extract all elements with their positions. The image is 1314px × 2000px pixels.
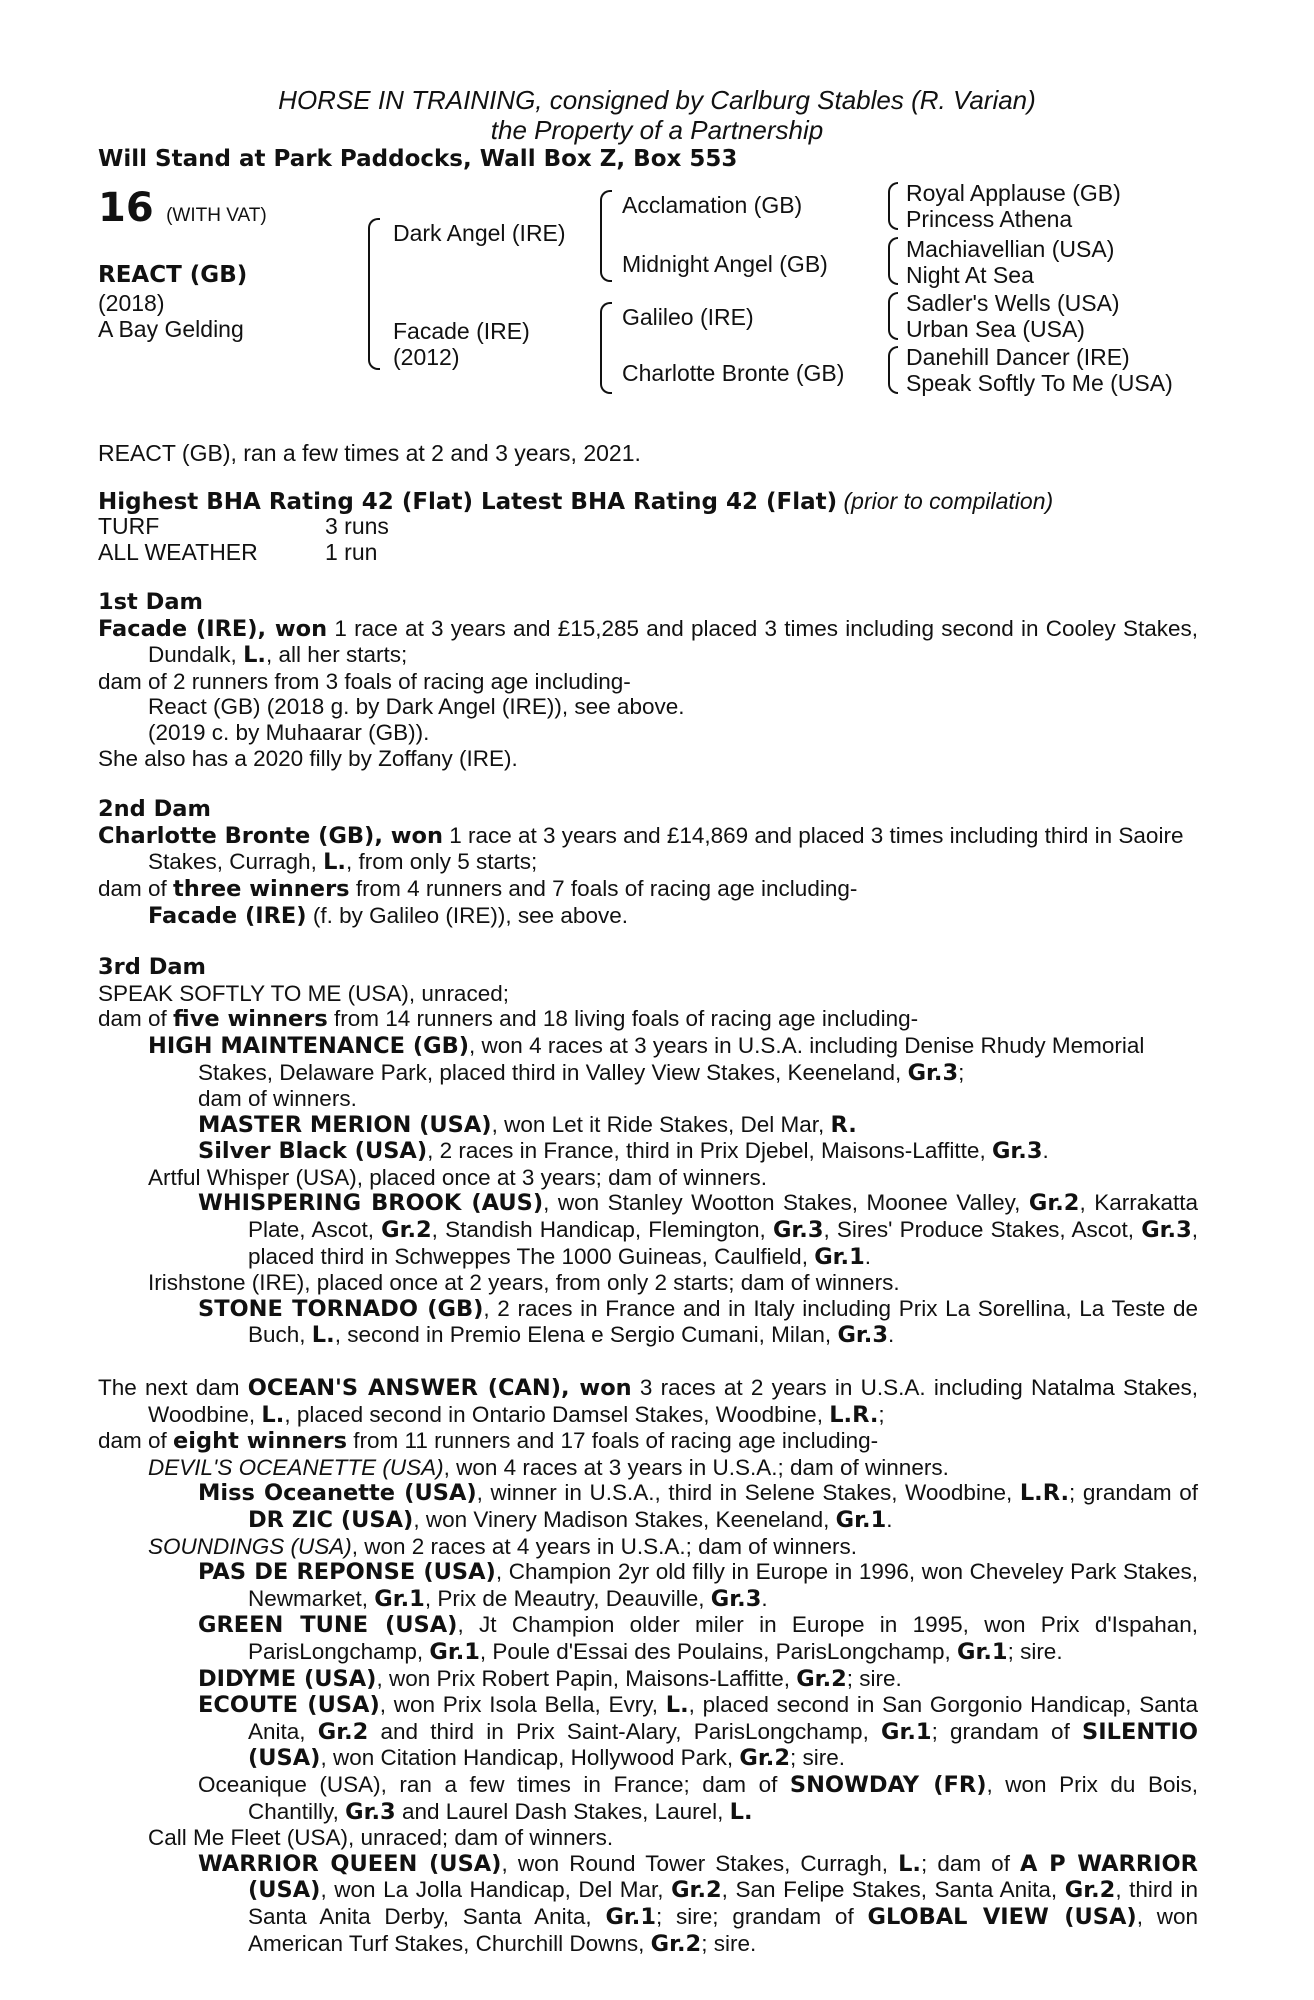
listed-mark: L. — [729, 1798, 753, 1825]
runner-detail: , won 2 races at 4 years in U.S.A.; dam of winners. — [351, 1533, 857, 1559]
next-dam-detail: , placed second in Ontario Damsel Stakes, Woodbine, — [284, 1401, 830, 1427]
produce-suffix: from 14 runners and 18 living foals of racing age including- — [327, 1006, 919, 1032]
first-dam-heading: 1st Dam — [98, 589, 203, 615]
pedigree-brace-dam — [600, 302, 612, 394]
pedigree-dss: Sadler's Wells (USA) — [906, 290, 1120, 316]
first-dam-produce: dam of 2 runners from 3 foals of racing age including- — [98, 668, 631, 694]
pedigree-dam-year: (2012) — [393, 344, 460, 370]
runner-detail: ; grandam of — [931, 1718, 1083, 1744]
second-dam-produce — [98, 876, 1198, 903]
runner-note: dam of winners. — [198, 1086, 357, 1112]
grade-mark: Gr.1 — [881, 1718, 932, 1745]
grade-mark: Gr.2 — [1028, 1190, 1080, 1217]
runner-detail: , Champion 2yr old filly in Europe in 1996, won Cheveley Park Stakes, Newmarket, — [248, 1559, 1198, 1611]
listed-mark: L. — [243, 642, 266, 669]
runner-detail: ; sire. — [846, 1665, 902, 1691]
runner-detail: , won American Turf Stakes, Churchill Downs, — [248, 1903, 1198, 1956]
grade-mark: Gr.3 — [837, 1322, 888, 1349]
first-dam-foal-2: (2019 c. by Muhaarar (GB)). — [148, 719, 430, 745]
runner-detail: , won Prix Robert Papin, Maisons-Laffitte, — [376, 1665, 797, 1691]
runner-name: Miss Oceanette (USA) — [198, 1480, 477, 1507]
next-dam-record — [98, 1375, 1198, 1428]
next-dam-entry — [98, 1612, 1198, 1665]
grade-mark: Gr.2 — [671, 1877, 722, 1904]
foal-detail: (f. by Galileo (IRE)), see above. — [306, 902, 628, 928]
first-dam-record — [98, 616, 1198, 669]
punctuation: . — [888, 1322, 895, 1348]
all-weather-label: ALL WEATHER — [98, 539, 258, 565]
pedigree-sire-sire: Acclamation (GB) — [622, 192, 803, 218]
runner-detail: ; sire. — [1007, 1638, 1063, 1664]
third-dam-entry: Irishstone (IRE), placed once at 2 years, from only 2 starts; dam of winners. — [148, 1270, 900, 1296]
third-dam-heading: 3rd Dam — [98, 954, 206, 981]
runner-detail: , 2 races in France, third in Prix Djebel, Maisons-Laffitte, — [427, 1138, 992, 1164]
runner-detail: , 2 races in France and in Italy including Prix La Sorellina, La Teste de Buch, — [248, 1295, 1198, 1348]
next-dam-entry — [98, 1692, 1198, 1772]
runner-detail: ; sire. — [789, 1745, 845, 1771]
runner-detail: and third in Prix Saint-Alary, ParisLongchamp, — [368, 1718, 882, 1744]
stand-location: Will Stand at Park Paddocks, Wall Box Z, Box 553 — [98, 146, 738, 172]
turf-runs: 3 runs — [325, 513, 389, 539]
runner-detail: , won Prix Isola Bella, Evry, — [379, 1692, 666, 1718]
grade-mark: Gr.1 — [374, 1585, 425, 1612]
listed-mark: L. — [665, 1692, 689, 1719]
grade-mark: Gr.1 — [814, 1243, 865, 1270]
first-dam-text-end: , all her starts; — [265, 642, 408, 668]
third-dam-entry: Artful Whisper (USA), placed once at 3 years; dam of winners. — [148, 1164, 768, 1190]
runner-detail: , Sires' Produce Stakes, Ascot, — [823, 1217, 1142, 1243]
runner-detail: , Poule d'Essai des Poulains, ParisLongchamp, — [479, 1638, 957, 1664]
grade-mark: Gr.3 — [991, 1138, 1043, 1165]
runner-detail: , Standish Handicap, Flemington, — [431, 1217, 773, 1243]
next-dam-entry: Call Me Fleet (USA), unraced; dam of winners. — [148, 1825, 614, 1851]
consignor-line: HORSE IN TRAINING, consigned by Carlburg Stables (R. Varian) — [278, 85, 1036, 115]
third-dam-entry — [98, 1296, 1198, 1349]
next-dam-produce — [98, 1428, 1198, 1455]
runner-name: HIGH MAINTENANCE (GB) — [148, 1032, 470, 1059]
produce-prefix: dam of — [98, 875, 174, 901]
third-dam-entry — [98, 1138, 1198, 1165]
runner-name: MASTER MERION (USA) — [198, 1111, 492, 1138]
next-dam-entry — [98, 1534, 1198, 1560]
turf-label: TURF — [98, 513, 160, 539]
listed-mark: L. — [323, 849, 346, 876]
runner-detail: , won 4 races at 3 years in U.S.A. including Denise Rhudy Memorial Stakes, Delaware Park, placed third in Valley View Stakes, Keeneland, — [198, 1032, 1145, 1085]
punctuation: . — [1042, 1138, 1049, 1164]
third-dam-entry — [98, 1190, 1198, 1270]
grade-mark: Gr.3 — [710, 1585, 762, 1612]
third-dam-produce — [98, 1006, 1198, 1033]
pedigree-dam-sire: Galileo (IRE) — [622, 304, 754, 330]
runner-detail: ; dam of — [920, 1850, 1021, 1876]
runner-detail: , Karrakatta Plate, Ascot, — [248, 1190, 1198, 1243]
runner-detail: , won Citation Handicap, Hollywood Park, — [320, 1745, 740, 1771]
horse-name: REACT (GB) — [98, 262, 248, 288]
second-dam-text: 1 race at 3 years and £14,869 and placed 3 times including third in Saoire Stakes, Curragh, — [148, 822, 1184, 875]
pedigree-sire-dam: Midnight Angel (GB) — [622, 251, 828, 277]
dam-history — [98, 590, 1198, 1957]
pedigree-sss: Royal Applause (GB) — [906, 180, 1121, 206]
runner-detail: , winner in U.S.A., third in Selene Stakes, Woodbine, — [476, 1480, 1020, 1506]
punctuation: . — [886, 1507, 893, 1532]
runner-name: GREEN TUNE (USA) — [198, 1612, 458, 1639]
next-dam-entry — [98, 1480, 1198, 1533]
runner-detail: , San Felipe Stakes, Santa Anita, — [721, 1877, 1065, 1903]
runner-detail: , won 4 races at 3 years in U.S.A.; dam of winners. — [443, 1454, 949, 1480]
grade-mark: Gr.2 — [381, 1217, 432, 1244]
second-dam-foal — [98, 903, 1198, 930]
grade-mark: Gr.2 — [796, 1665, 847, 1692]
next-dam-entry — [98, 1851, 1198, 1957]
listed-mark: L. — [898, 1850, 921, 1877]
lot-number: 16 — [98, 185, 154, 231]
pedigree-dam: Facade (IRE) — [393, 318, 530, 344]
runner-name: WARRIOR QUEEN (USA) — [198, 1850, 502, 1877]
next-dam-entry — [98, 1455, 1198, 1481]
bha-rating-text: Highest BHA Rating 42 (Flat) Latest BHA Rating 42 (Flat) — [98, 489, 838, 515]
first-dam-foal-3: She also has a 2020 filly by Zoffany (IRE). — [98, 745, 518, 771]
lot-number-block — [98, 185, 267, 236]
third-dam-record: SPEAK SOFTLY TO ME (USA), unraced; — [98, 980, 509, 1006]
next-dam-prefix: The next dam — [98, 1375, 248, 1401]
listed-mark: L. — [261, 1401, 285, 1428]
second-dam-heading: 2nd Dam — [98, 796, 211, 823]
horse-year: (2018) — [98, 290, 165, 316]
first-dam-foal-1: React (GB) (2018 g. by Dark Angel (IRE)), see above. — [148, 694, 685, 720]
pedigree-dds: Danehill Dancer (IRE) — [906, 344, 1130, 370]
grade-mark: Gr.2 — [650, 1930, 702, 1957]
runner-detail: Oceanique (USA), ran a few times in France; dam of — [198, 1771, 790, 1797]
runner-name: Silver Black (USA) — [198, 1138, 428, 1165]
next-dam-detail: 3 races at 2 years in U.S.A. including Natalma Stakes, Woodbine, — [148, 1375, 1198, 1427]
runner-name: DIDYME (USA) — [198, 1665, 377, 1692]
pedigree-brace-main — [368, 218, 380, 370]
next-dam-entry — [98, 1666, 1198, 1693]
pedigree-dsd: Urban Sea (USA) — [906, 316, 1085, 342]
grade-mark: Gr.2 — [1064, 1877, 1116, 1904]
first-dam-name: Facade (IRE), won — [98, 615, 328, 642]
listed-mark: L.R. — [829, 1401, 879, 1428]
bha-rating — [98, 488, 1053, 515]
race-summary: REACT (GB), ran a few times at 2 and 3 years, 2021. — [98, 440, 641, 466]
winner-count: eight winners — [173, 1428, 348, 1455]
runner-name: SILENTIO (USA) — [248, 1718, 1198, 1772]
pedigree-brace-ss — [888, 182, 898, 230]
pedigree-brace-sire — [600, 190, 612, 282]
second-dam-name: Charlotte Bronte (GB), won — [98, 822, 443, 849]
pedigree-ssd: Princess Athena — [906, 206, 1073, 232]
runner-name: SOUNDINGS (USA) — [148, 1533, 352, 1559]
produce-prefix: dam of — [98, 1006, 174, 1032]
runner-name: ECOUTE (USA) — [198, 1692, 380, 1719]
horse-description: A Bay Gelding — [98, 316, 244, 342]
runner-name: PAS DE REPONSE (USA) — [198, 1559, 496, 1586]
runner-detail: and Laurel Dash Stakes, Laurel, — [395, 1798, 730, 1824]
winner-count: five winners — [173, 1006, 328, 1033]
grade-mark: Gr.3 — [1141, 1217, 1192, 1244]
pedigree-brace-sd — [888, 237, 898, 285]
next-dam-entry — [98, 1559, 1198, 1612]
vat-note: (WITH VAT) — [166, 205, 267, 226]
runner-detail: , won Prix du Bois, Chantilly, — [248, 1771, 1198, 1824]
runner-detail: , won Let it Ride Stakes, Del Mar, — [491, 1111, 831, 1137]
runner-detail: , won La Jolla Handicap, Del Mar, — [320, 1877, 672, 1903]
runner-detail: ; sire. — [701, 1930, 757, 1956]
runner-name: DR ZIC (USA) — [248, 1507, 414, 1533]
produce-suffix: from 4 runners and 7 foals of racing age including- — [349, 875, 858, 901]
runner-name: STONE TORNADO (GB) — [198, 1295, 484, 1322]
runner-name: WHISPERING BROOK (AUS) — [198, 1190, 544, 1217]
grade-mark: Gr.1 — [835, 1507, 887, 1533]
listed-mark: L.R. — [1019, 1480, 1069, 1507]
runner-detail: , won Round Tower Stakes, Curragh, — [501, 1850, 899, 1876]
grade-mark: Gr.3 — [907, 1059, 959, 1086]
pedigree-sds: Machiavellian (USA) — [906, 236, 1115, 262]
pedigree-sdd: Night At Sea — [906, 262, 1034, 288]
property-line: the Property of a Partnership — [490, 115, 824, 145]
runner-name: SNOWDAY (FR) — [789, 1771, 987, 1798]
runner-detail: ; sire; grandam of — [656, 1903, 868, 1929]
grade-mark: R. — [830, 1111, 857, 1138]
pedigree-ddd: Speak Softly To Me (USA) — [906, 370, 1173, 396]
grade-mark: Gr.3 — [345, 1798, 396, 1825]
foal-name: Facade (IRE) — [148, 902, 307, 929]
third-dam-entry — [98, 1033, 1198, 1112]
produce-prefix: dam of — [98, 1428, 174, 1454]
runner-detail: , placed third in Schweppes The 1000 Guineas, Caulfield, — [248, 1217, 1199, 1269]
runner-name: GLOBAL VIEW (USA) — [867, 1903, 1137, 1930]
runner-detail: , third in Santa Anita Derby, Santa Anita, — [248, 1877, 1198, 1929]
pedigree-dam-dam: Charlotte Bronte (GB) — [622, 360, 845, 386]
punctuation: . — [864, 1243, 872, 1269]
runner-detail: , won Stanley Wootton Stakes, Moonee Valley, — [543, 1190, 1029, 1216]
runner-detail: , placed second in San Gorgonio Handicap, Santa Anita, — [248, 1692, 1198, 1744]
bha-rating-note: (prior to compilation) — [843, 488, 1054, 514]
third-dam-entry — [98, 1112, 1198, 1139]
runner-detail: , second in Premio Elena e Sergio Cumani, Milan, — [334, 1322, 838, 1348]
second-dam-text-end: , from only 5 starts; — [345, 849, 538, 875]
runner-name: A P WARRIOR (USA) — [248, 1850, 1198, 1904]
pedigree-sire: Dark Angel (IRE) — [393, 220, 566, 246]
runner-detail: , Prix de Meautry, Deauville, — [424, 1585, 711, 1611]
listed-mark: L. — [311, 1322, 335, 1349]
next-dam-name: OCEAN'S ANSWER (CAN), won — [247, 1375, 632, 1402]
winner-count: three winners — [173, 875, 350, 902]
pedigree-brace-ds — [888, 292, 898, 340]
punctuation: . — [761, 1585, 768, 1611]
runner-detail: , won Vinery Madison Stakes, Keeneland, — [413, 1507, 836, 1532]
grade-mark: Gr.1 — [957, 1638, 1008, 1665]
grade-mark: Gr.2 — [317, 1718, 369, 1745]
grade-mark: Gr.1 — [605, 1903, 657, 1930]
pedigree-brace-dd — [888, 346, 898, 394]
grade-mark: Gr.1 — [429, 1638, 480, 1665]
runner-detail: ; grandam of — [1069, 1480, 1198, 1506]
punctuation: ; — [958, 1059, 965, 1085]
all-weather-runs: 1 run — [325, 539, 378, 565]
produce-suffix: from 11 runners and 17 foals of racing age including- — [347, 1428, 879, 1454]
first-dam-text: 1 race at 3 years and £15,285 and placed 3 times including second in Cooley Stakes, Dundalk, — [148, 615, 1199, 668]
punctuation: ; — [878, 1401, 885, 1427]
grade-mark: Gr.2 — [739, 1745, 790, 1772]
next-dam-entry — [98, 1772, 1198, 1825]
second-dam-record — [98, 823, 1198, 876]
grade-mark: Gr.3 — [772, 1217, 824, 1244]
runner-name: DEVIL'S OCEANETTE (USA) — [148, 1454, 444, 1480]
runner-detail: , Jt Champion older miler in Europe in 1995, won Prix d'Ispahan, ParisLongchamp, — [248, 1612, 1198, 1664]
